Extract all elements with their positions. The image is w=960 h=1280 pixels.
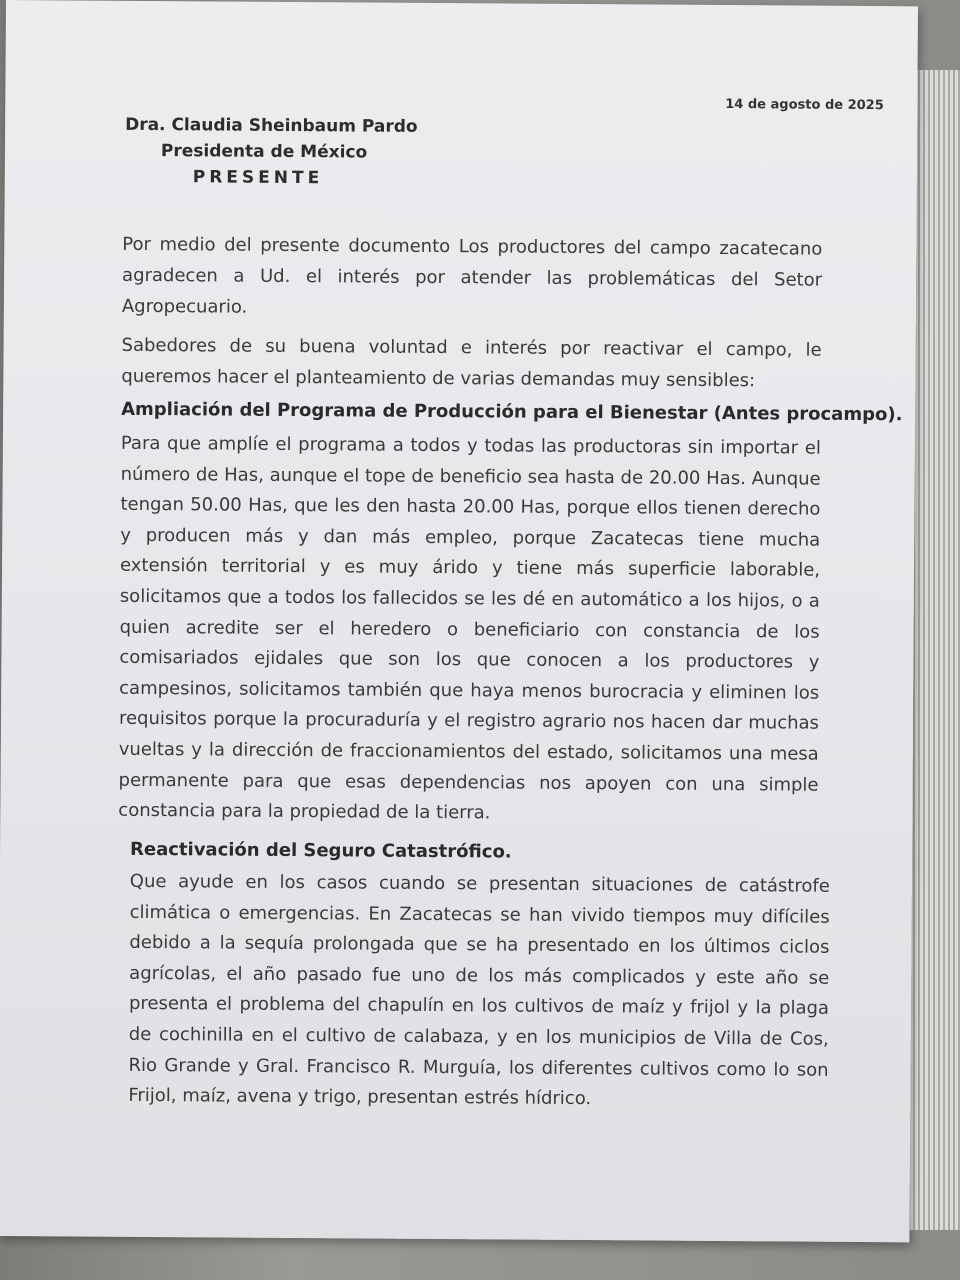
section1-body: Para que amplíe el programa a todos y todas las productoras sin importar el número de Has, aunque el tope de beneficio sea hasta de 20.00 Has. Aunque tengan 50.00 Has, que les den hasta 20.00 Has, porque ellos tienen derecho y producen más y dan más empleo, porque Zacatecas tiene mucha extensión territorial y es muy árido y tiene más superficie laborable, solicitamos que a todos los fallecidos se les dé en automático a los hijos, o a quien acredite ser el heredero o beneficiario con constancia de los comisariados ejidales que son los que conocen a los productores y campesinos, solicitamos también que haya menos burocracia y eliminen los requisitos porque la procuraduría y el registro agrario nos hacen dar muchas vueltas y la dirección de fraccionamientos del estado, solicitamos una mesa permanente para que esas dependencias nos apoyen con una simple constancia para la propiedad de la tierra.	[118, 432, 821, 824]
letter-date: 14 de agosto de 2025	[725, 97, 884, 114]
section1-heading: Ampliación del Programa de Producción para el Bienestar (Antes procampo).	[121, 398, 903, 426]
intro-paragraph: Por medio del presente documento Los productores del campo zacatecano agradecen a Ud. el interés por atender las problemáticas del Setor Agropecuario.	[121, 233, 823, 318]
section2-body: Que ayude en los casos cuando se presentan situaciones de catástrofe climática o emergencias. En Zacatecas se han vivido tiempos muy difíciles debido a la sequía prolongada que se ha presentado en los últimos ciclos agrícolas, el año pasado fue uno de los más complicados y este año se presenta el problema del chapulín en los cultivos de maíz y frijol y la plaga de cochinilla en el cultivo de calabaza, y en los municipios de Villa de Cos, Rio Grande y Gral. Francisco R. Murguía, los diferentes cultivos como lo son Frijol, maíz, avena y trigo, presentan estrés hídrico.	[128, 870, 830, 1110]
recipient-presente: PRESENTE	[192, 167, 324, 189]
section2-heading: Reactivación del Seguro Catastrófico.	[129, 838, 512, 863]
recipient-name: Dra. Claudia Sheinbaum Pardo	[125, 114, 418, 137]
context-paragraph: Sabedores de su buena voluntad e interés por reactivar el campo, le queremos hacer el planteamiento de varias demandas muy sensibles:	[121, 334, 822, 392]
recipient-title: Presidenta de México	[160, 141, 368, 163]
